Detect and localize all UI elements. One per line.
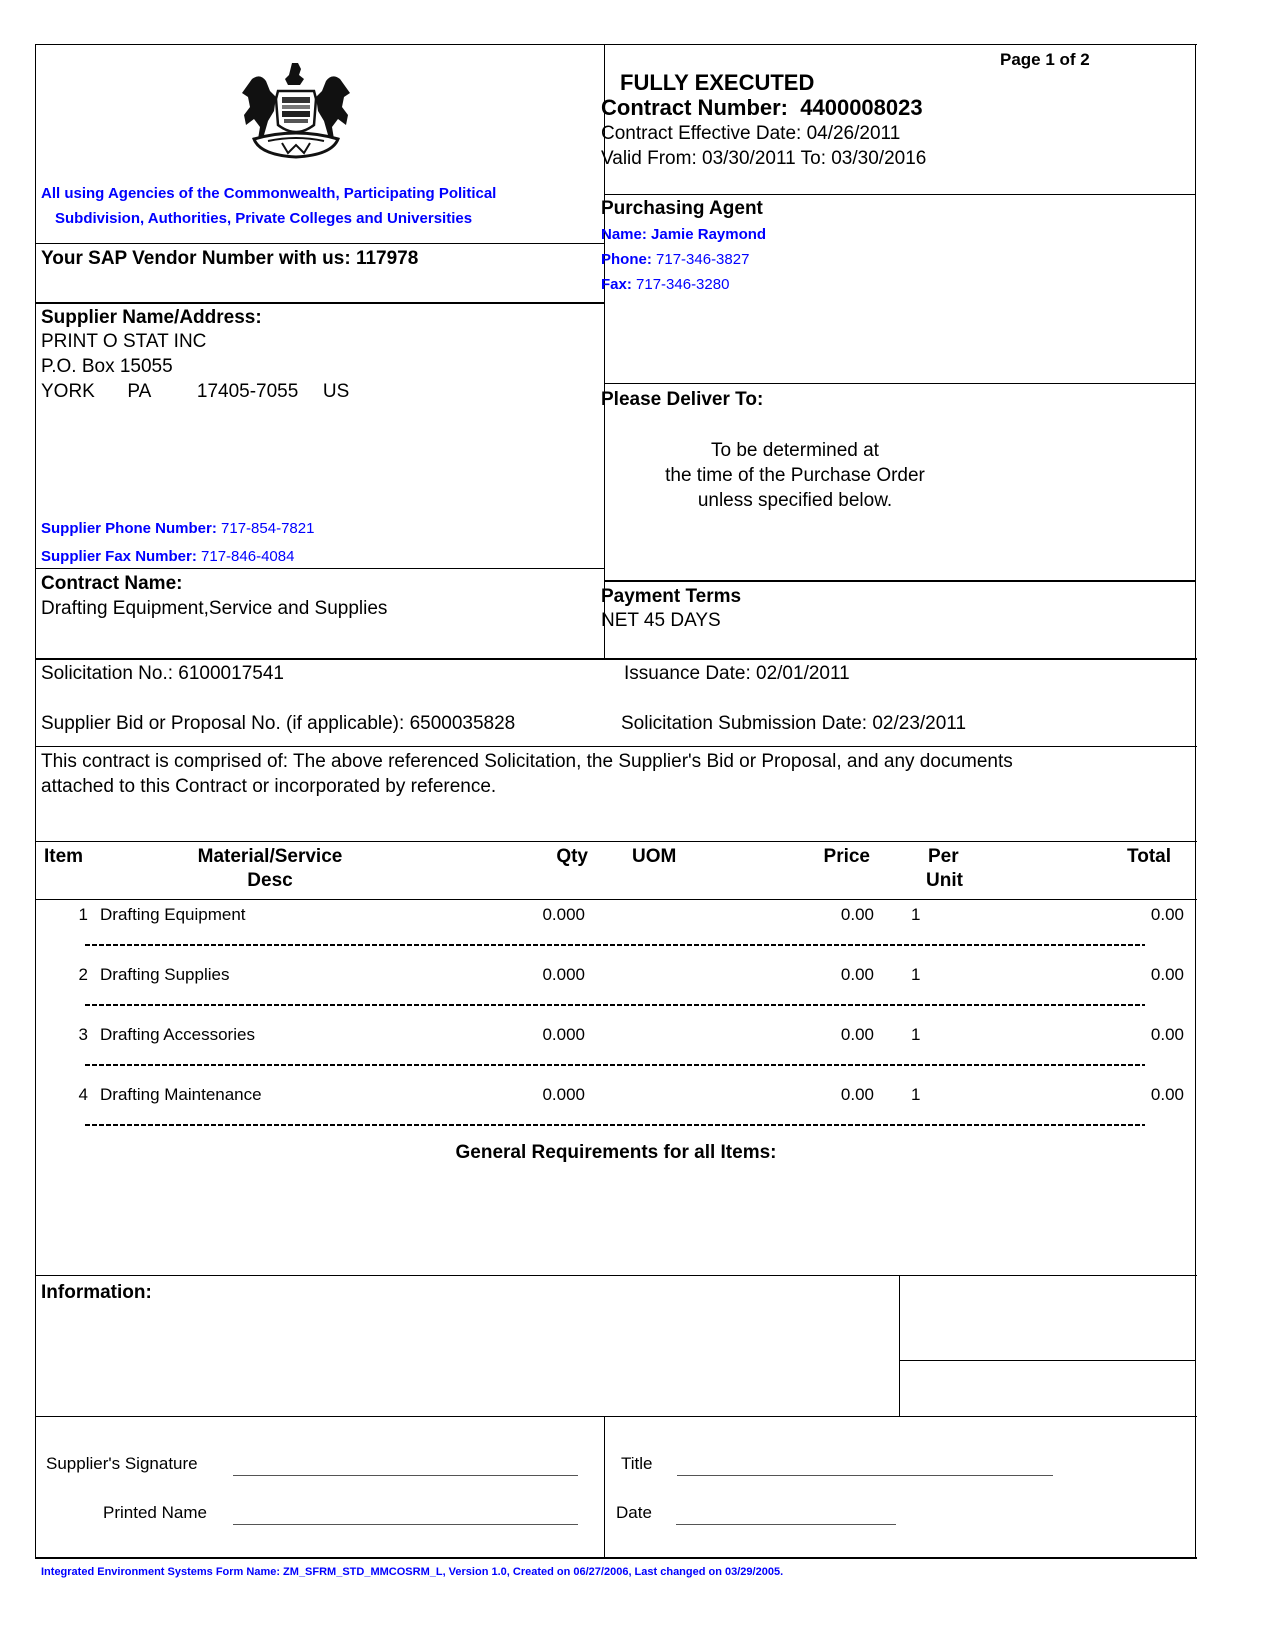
information-heading: Information:	[41, 1282, 152, 1303]
left-divider-supplier	[35, 568, 605, 569]
title-field[interactable]	[677, 1475, 1053, 1476]
page-indicator: Page 1 of 2	[1000, 50, 1090, 69]
supplier-state: PA	[127, 381, 151, 402]
row-price: 0.00	[840, 965, 874, 984]
agent-name-value: Jamie Raymond	[651, 226, 767, 243]
col-header-item: Item	[44, 846, 84, 867]
row-per: 1	[911, 1025, 921, 1044]
left-divider-agency	[35, 243, 605, 244]
col-header-qty: Qty	[556, 846, 588, 867]
row-desc: Drafting Supplies	[100, 965, 230, 984]
right-divider-agent	[604, 383, 1196, 384]
divider-solicitation	[35, 658, 1197, 660]
agent-phone	[601, 251, 749, 268]
valid-date-range: Valid From: 03/30/2011 To: 03/30/2016	[601, 148, 927, 169]
contract-effective-date: Contract Effective Date: 04/26/2011	[601, 123, 901, 144]
row-total: 0.00	[1150, 1025, 1184, 1044]
supplier-zip: 17405-7055	[196, 381, 299, 402]
outer-border-right	[1195, 44, 1196, 1559]
deliver-to-line3: unless specified below.	[697, 490, 893, 511]
agent-name-label: Name:	[601, 226, 647, 243]
issuance-date: Issuance Date: 02/01/2011	[624, 663, 850, 684]
outer-border-left	[35, 44, 36, 1559]
row-per: 1	[911, 965, 921, 984]
information-side-divider	[899, 1275, 900, 1417]
deliver-to-line1: To be determined at	[711, 440, 879, 461]
divider-table-header-bottom	[35, 899, 1197, 900]
contract-name-heading: Contract Name:	[41, 573, 183, 594]
col-header-desc-1: Material/Service	[197, 846, 343, 867]
row-total: 0.00	[1150, 905, 1184, 924]
purchasing-agent-heading: Purchasing Agent	[601, 198, 763, 219]
row-separator	[85, 944, 1145, 946]
agent-phone-label: Phone:	[601, 251, 652, 268]
right-divider-deliver	[604, 580, 1196, 582]
supplier-city: YORK	[41, 381, 95, 402]
left-divider-vendor	[35, 302, 605, 304]
contract-name-value: Drafting Equipment,Service and Supplies	[41, 598, 388, 619]
col-header-price: Price	[823, 846, 870, 867]
contract-number-value: 4400008023	[800, 95, 923, 120]
solicitation-number: Solicitation No.: 6100017541	[41, 663, 284, 684]
divider-comprised	[35, 746, 1197, 747]
divider-information	[35, 1275, 1197, 1276]
row-per: 1	[911, 905, 921, 924]
contract-number	[601, 95, 923, 121]
date-field[interactable]	[676, 1524, 896, 1525]
supplier-heading: Supplier Name/Address:	[41, 307, 262, 328]
comprised-text-line1: This contract is comprised of: The above referenced Solicitation, the Supplier's Bid or Proposal, and any documents	[41, 751, 1013, 772]
sap-vendor-number: Your SAP Vendor Number with us: 117978	[41, 248, 419, 269]
agent-fax-value: 717-346-3280	[636, 276, 730, 293]
form-info-footer: Integrated Environment Systems Form Name: ZM_SFRM_STD_MMCOSRM_L, Version 1.0, Created on 06/27/2006, Last changed on 03/29/2005.	[41, 1566, 784, 1578]
agent-fax-label: Fax:	[601, 276, 632, 293]
deliver-to-line2: the time of the Purchase Order	[665, 465, 925, 486]
row-separator	[85, 1064, 1145, 1066]
row-item-number: 1	[78, 905, 88, 924]
supplier-phone-label: Supplier Phone Number:	[41, 520, 217, 537]
col-header-per-2: Unit	[926, 870, 963, 891]
row-price: 0.00	[840, 905, 874, 924]
col-header-uom: UOM	[632, 846, 677, 867]
submission-date: Solicitation Submission Date: 02/23/2011	[621, 713, 967, 734]
row-price: 0.00	[840, 1025, 874, 1044]
supplier-signature-label: Supplier's Signature	[46, 1454, 198, 1473]
supplier-name: PRINT O STAT INC	[41, 331, 207, 352]
col-header-total: Total	[1127, 846, 1171, 867]
row-separator	[85, 1124, 1145, 1126]
comprised-text-line2: attached to this Contract or incorporated by reference.	[41, 776, 497, 797]
row-price: 0.00	[840, 1085, 874, 1104]
row-qty: 0.000	[542, 905, 585, 924]
supplier-phone	[41, 520, 314, 537]
date-label: Date	[616, 1503, 652, 1522]
supplier-address-line1: P.O. Box 15055	[41, 356, 173, 377]
right-divider-header	[604, 194, 1196, 195]
information-side-subdivider	[899, 1360, 1196, 1361]
row-total: 0.00	[1150, 965, 1184, 984]
payment-terms-value: NET 45 DAYS	[601, 610, 721, 631]
divider-signature	[35, 1416, 1197, 1417]
deliver-to-heading: Please Deliver To:	[601, 389, 764, 410]
status-badge: FULLY EXECUTED	[620, 70, 815, 95]
row-qty: 0.000	[542, 1085, 585, 1104]
row-total: 0.00	[1150, 1085, 1184, 1104]
row-desc: Drafting Equipment	[100, 905, 246, 924]
signature-divider	[604, 1416, 605, 1558]
agency-line-1: All using Agencies of the Commonwealth, Participating Political	[41, 185, 497, 202]
supplier-signature-field[interactable]	[233, 1475, 578, 1476]
outer-border-bottom	[35, 1557, 1197, 1559]
row-item-number: 2	[78, 965, 88, 984]
supplier-fax-label: Supplier Fax Number:	[41, 548, 197, 565]
row-item-number: 3	[78, 1025, 88, 1044]
supplier-city-state-zip	[41, 381, 349, 403]
pennsylvania-coat-of-arms-icon	[232, 61, 360, 159]
agency-line-2: Subdivision, Authorities, Private Colleges and Universities	[55, 210, 473, 227]
agent-phone-value: 717-346-3827	[656, 251, 750, 268]
divider-table-header-top	[35, 841, 1197, 842]
supplier-phone-value: 717-854-7821	[221, 520, 315, 537]
bid-proposal-number: Supplier Bid or Proposal No. (if applicable): 6500035828	[41, 713, 516, 734]
row-qty: 0.000	[542, 1025, 585, 1044]
row-qty: 0.000	[542, 965, 585, 984]
general-requirements-heading: General Requirements for all Items:	[455, 1142, 777, 1163]
supplier-fax-value: 717-846-4084	[201, 548, 295, 565]
supplier-fax	[41, 548, 294, 565]
row-per: 1	[911, 1085, 921, 1104]
payment-terms-heading: Payment Terms	[601, 586, 742, 607]
agent-fax	[601, 276, 729, 293]
outer-border-top	[35, 44, 1197, 45]
contract-number-label: Contract Number:	[601, 95, 789, 120]
agent-name	[601, 226, 766, 243]
row-desc: Drafting Accessories	[100, 1025, 255, 1044]
row-item-number: 4	[78, 1085, 88, 1104]
supplier-country: US	[322, 381, 350, 402]
printed-name-label: Printed Name	[103, 1503, 207, 1522]
row-separator	[85, 1004, 1145, 1006]
col-header-desc-2: Desc	[247, 870, 293, 891]
col-header-per-1: Per	[928, 846, 959, 867]
row-desc: Drafting Maintenance	[100, 1085, 262, 1104]
printed-name-field[interactable]	[233, 1524, 578, 1525]
title-label: Title	[621, 1454, 653, 1473]
